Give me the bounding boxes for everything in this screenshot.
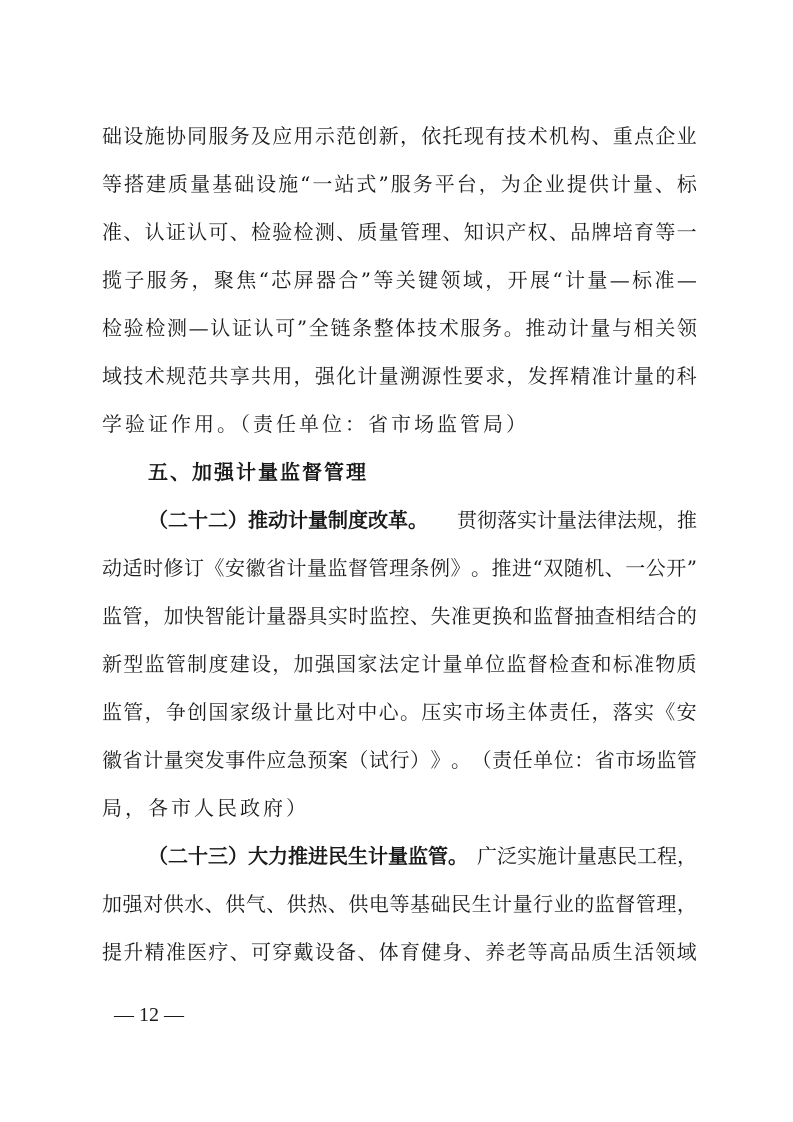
paragraph-line: 监 管 ， 加 快 智 能 计 量 器 具 实 时 监 控 、 失 准 更 换 和 监 督 抽 查 相 结 合 的 [102,604,697,628]
page-number: — 12 — [114,1004,184,1026]
paragraph-line-text: 贯彻落实计量法律法规，推 [457,508,697,532]
paragraph-line: 徽 省 计 量 突 发 事 件 应 急 预 案 （ 试 行 ） 》 。 （ 责 任 单 位 ： 省 市 场 监 管 [102,748,697,772]
paragraph-line: 础 设 施 协 同 服 务 及 应 用 示 范 创 新 ， 依 托 现 有 技 术 机 构 、 重 点 企 业 [102,124,697,148]
paragraph-line: 揽 子 服 务 ， 聚 焦 “ 芯 屏 器 合 ” 等 关 键 领 域 ， 开 展 “ 计 量 — 标 准 — [102,268,697,292]
paragraph-line: 域 技 术 规 范 共 享 共 用 ， 强 化 计 量 溯 源 性 要 求 ， 发 挥 精 准 计 量 的 科 [102,364,697,388]
paragraph-line: 检 验 检 测 — 认 证 认 可 ” 全 链 条 整 体 技 术 服 务 。 推 动 计 量 与 相 关 领 [102,316,697,340]
paragraph-line: 监 管 ， 争 创 国 家 级 计 量 比 对 中 心 。 压 实 市 场 主 体 责 任 ， 落 实 《 安 [102,700,697,724]
paragraph-line: 新 型 监 管 制 度 建 设 ， 加 强 国 家 法 定 计 量 单 位 监 督 检 查 和 标 准 物 质 [102,652,697,676]
paragraph-first-line [148,500,697,540]
paragraph-line: 准 、 认 证 认 可 、 检 验 检 测 、 质 量 管 理 、 知 识 产 权 、 品 牌 培 育 等 一 [102,220,697,244]
subsection-title: （二十二）推动计量制度改革。 [148,508,428,532]
paragraph-line: 局，各市人民政府） [102,796,309,820]
paragraph-line: 加 强 对 供 水 、 供 气 、 供 热 、 供 电 等 基 础 民 生 计 量 行 业 的 监 督 管 理 ， [102,892,697,916]
subsection-title: （二十三）大力推进民生计量监管。 [148,844,468,868]
section-heading: 五、加强计量监督管理 [148,460,368,484]
paragraph-line: 动 适 时 修 订 《 安 徽 省 计 量 监 督 管 理 条 例 》 。 推 进 “ 双 随 机 、 一 公 开 ” [102,556,697,580]
paragraph-first-line [148,836,697,876]
paragraph-line-text: 广泛实施计量惠民工程， [477,844,697,868]
paragraph-line: 等 搭 建 质 量 基 础 设 施 “ 一 站 式 ” 服 务 平 台 ， 为 企 业 提 供 计 量 、 标 [102,172,697,196]
paragraph-line: 提 升 精 准 医 疗 、 可 穿 戴 设 备 、 体 育 健 身 、 养 老 等 高 品 质 生 活 领 域 [102,940,697,964]
paragraph-line: 学验证作用。（责任单位：省市场监管局） [102,412,529,436]
